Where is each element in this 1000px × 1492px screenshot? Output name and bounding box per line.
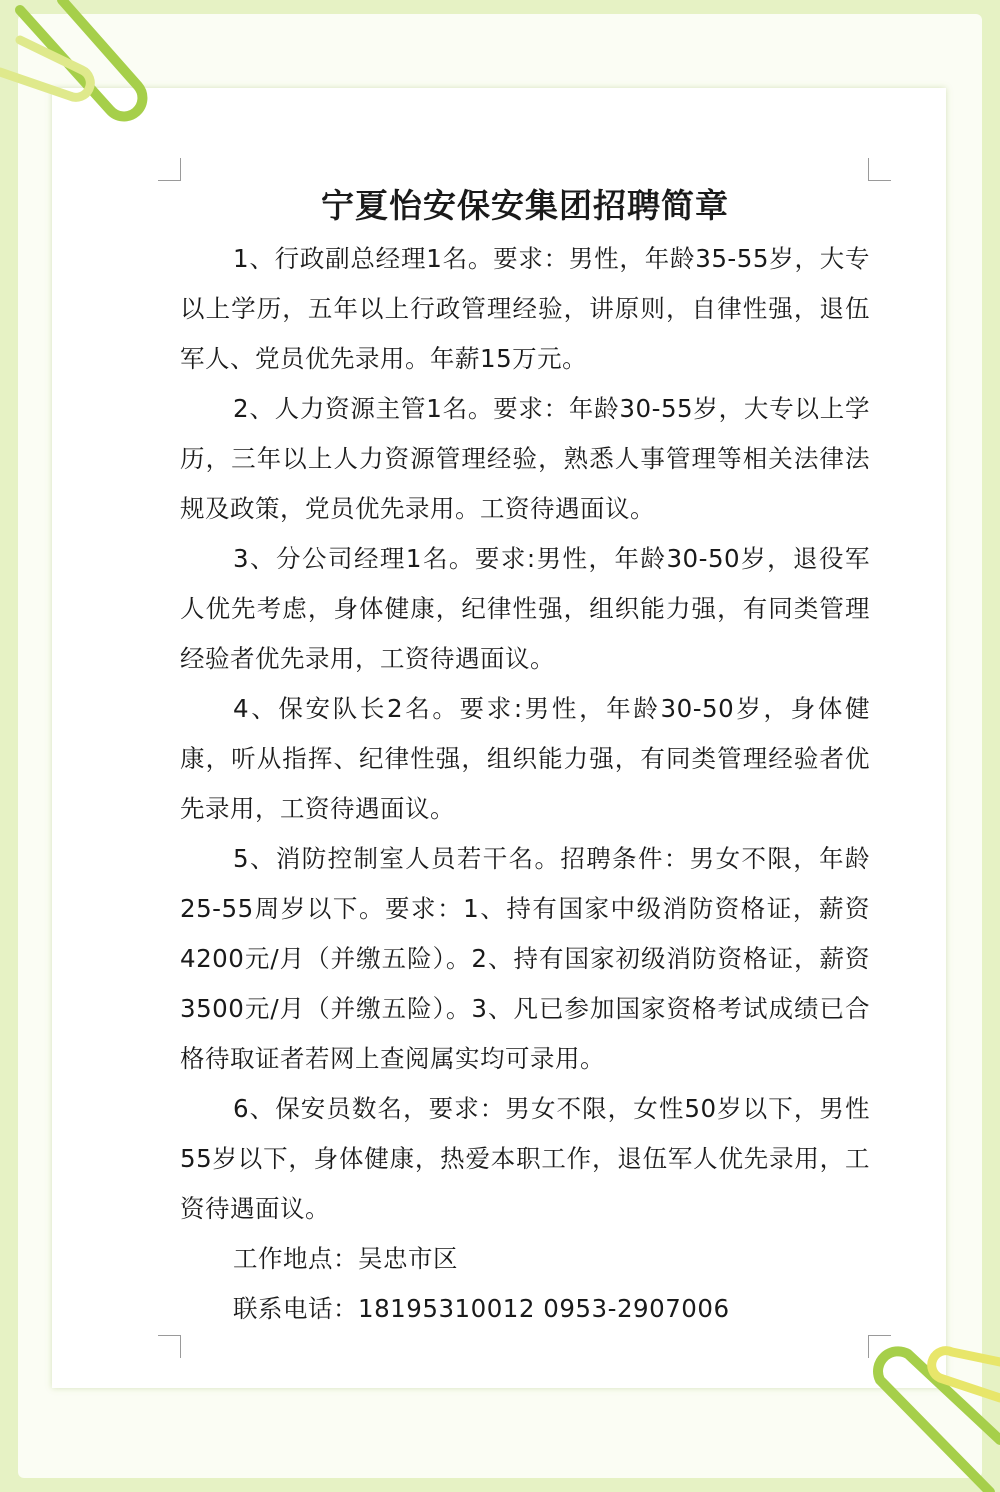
contact-phone: 联系电话：18195310012 0953-2907006	[233, 1294, 730, 1323]
crop-mark-bottom-left	[158, 1335, 181, 1358]
job-item-6: 6、保安员数名，要求：男女不限，女性50岁以下，男性55岁以下，身体健康，热爱本职工作，退伍军人优先录用，工资待遇面议。	[180, 1094, 870, 1223]
job-item-5: 5、消防控制室人员若干名。招聘条件：男女不限，年龄25-55周岁以下。要求：1、持有国家中级消防资格证，薪资4200元/月（并缴五险）。2、持有国家初级消防资格证，薪资3500元/月（并缴五险）。3、凡已参加国家资格考试成绩已合格待取证者若网上查阅属实均可录用。	[180, 844, 870, 1073]
crop-mark-top-right	[868, 158, 891, 181]
job-item-1: 1、行政副总经理1名。要求：男性，年龄35-55岁，大专以上学历，五年以上行政管理经验，讲原则，自律性强，退伍军人、党员优先录用。年薪15万元。	[180, 244, 870, 373]
job-item-3: 3、分公司经理1名。要求:男性，年龄30-50岁，退役军人优先考虑，身体健康，纪律性强，组织能力强，有同类管理经验者优先录用，工资待遇面议。	[180, 544, 870, 673]
document-title: 宁夏怡安保安集团招聘简章	[321, 186, 729, 225]
paperclip-bottom-right-icon	[840, 1320, 1000, 1492]
job-item-2: 2、人力资源主管1名。要求：年龄30-55岁，大专以上学历，三年以上人力资源管理经验，熟悉人事管理等相关法律法规及政策，党员优先录用。工资待遇面议。	[180, 394, 870, 523]
recruitment-notice	[180, 178, 870, 1334]
crop-mark-top-left	[158, 158, 181, 181]
paperclip-top-left-icon	[0, 0, 170, 140]
job-item-4: 4、保安队长2名。要求:男性，年龄30-50岁，身体健康，听从指挥、纪律性强，组织能力强，有同类管理经验者优先录用，工资待遇面议。	[180, 694, 870, 823]
work-location: 工作地点：吴忠市区	[233, 1244, 458, 1273]
